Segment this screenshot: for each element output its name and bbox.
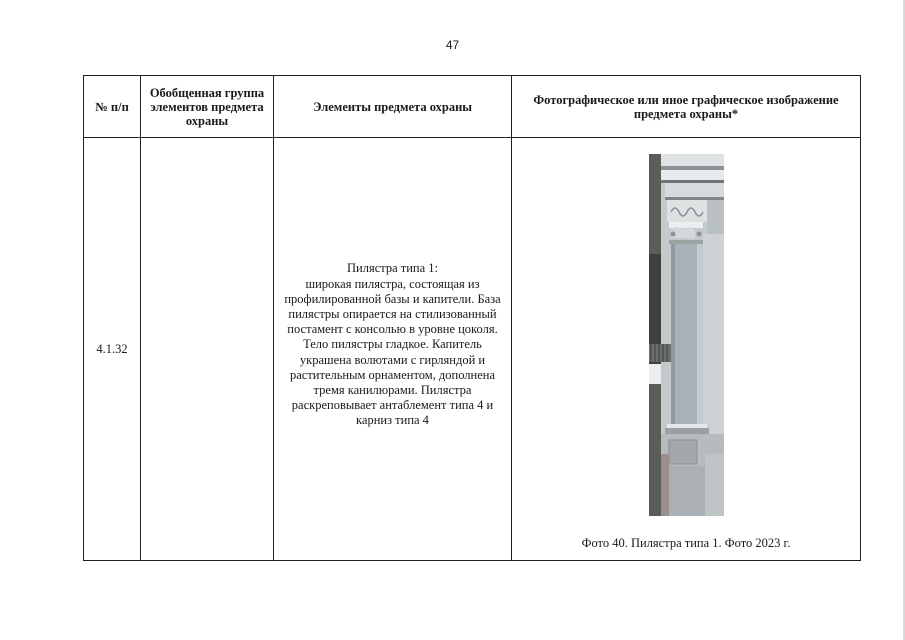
row-description — [274, 138, 512, 561]
table-header-row — [84, 76, 861, 138]
table-row — [84, 138, 861, 561]
protection-table — [83, 75, 861, 561]
header-image: Фотографическое или иное графическое изображение предмета охраны* — [512, 76, 861, 138]
description-line: растительным орнаментом, дополнена — [289, 367, 496, 382]
description-line: Пилястра типа 1: — [346, 261, 439, 276]
header-elements: Элементы предмета охраны — [274, 76, 512, 138]
pilaster-photo — [649, 154, 724, 516]
description-line: тремя канилюрами. Пилястра — [313, 383, 472, 397]
header-group: Обобщенная группа элементов предмета охраны — [141, 76, 274, 138]
description-line: постамент с консолью в уровне цоколя. — [287, 322, 498, 337]
description-line: раскреповывает антаблемент типа 4 и — [291, 398, 494, 413]
description-line: украшена волютами с гирляндой и — [299, 352, 486, 367]
row-group — [141, 138, 274, 561]
description-line: широкая пилястра, состоящая из — [305, 276, 480, 291]
description-line: карниз типа 4 — [356, 413, 429, 428]
description-line: профилированной базы и капители. База — [284, 291, 501, 306]
photo-caption: Фото 40. Пилястра типа 1. Фото 2023 г. — [581, 536, 791, 550]
pilaster-photo-illustration — [649, 154, 724, 516]
row-number: 4.1.32 — [84, 138, 141, 561]
description-line: пилястры опирается на стилизованный — [288, 306, 497, 321]
description-line: Тело пилястры гладкое. Капитель — [303, 337, 482, 352]
page-number: 47 — [445, 38, 460, 52]
header-num: № п/п — [84, 76, 141, 138]
row-photo-cell — [512, 138, 861, 561]
